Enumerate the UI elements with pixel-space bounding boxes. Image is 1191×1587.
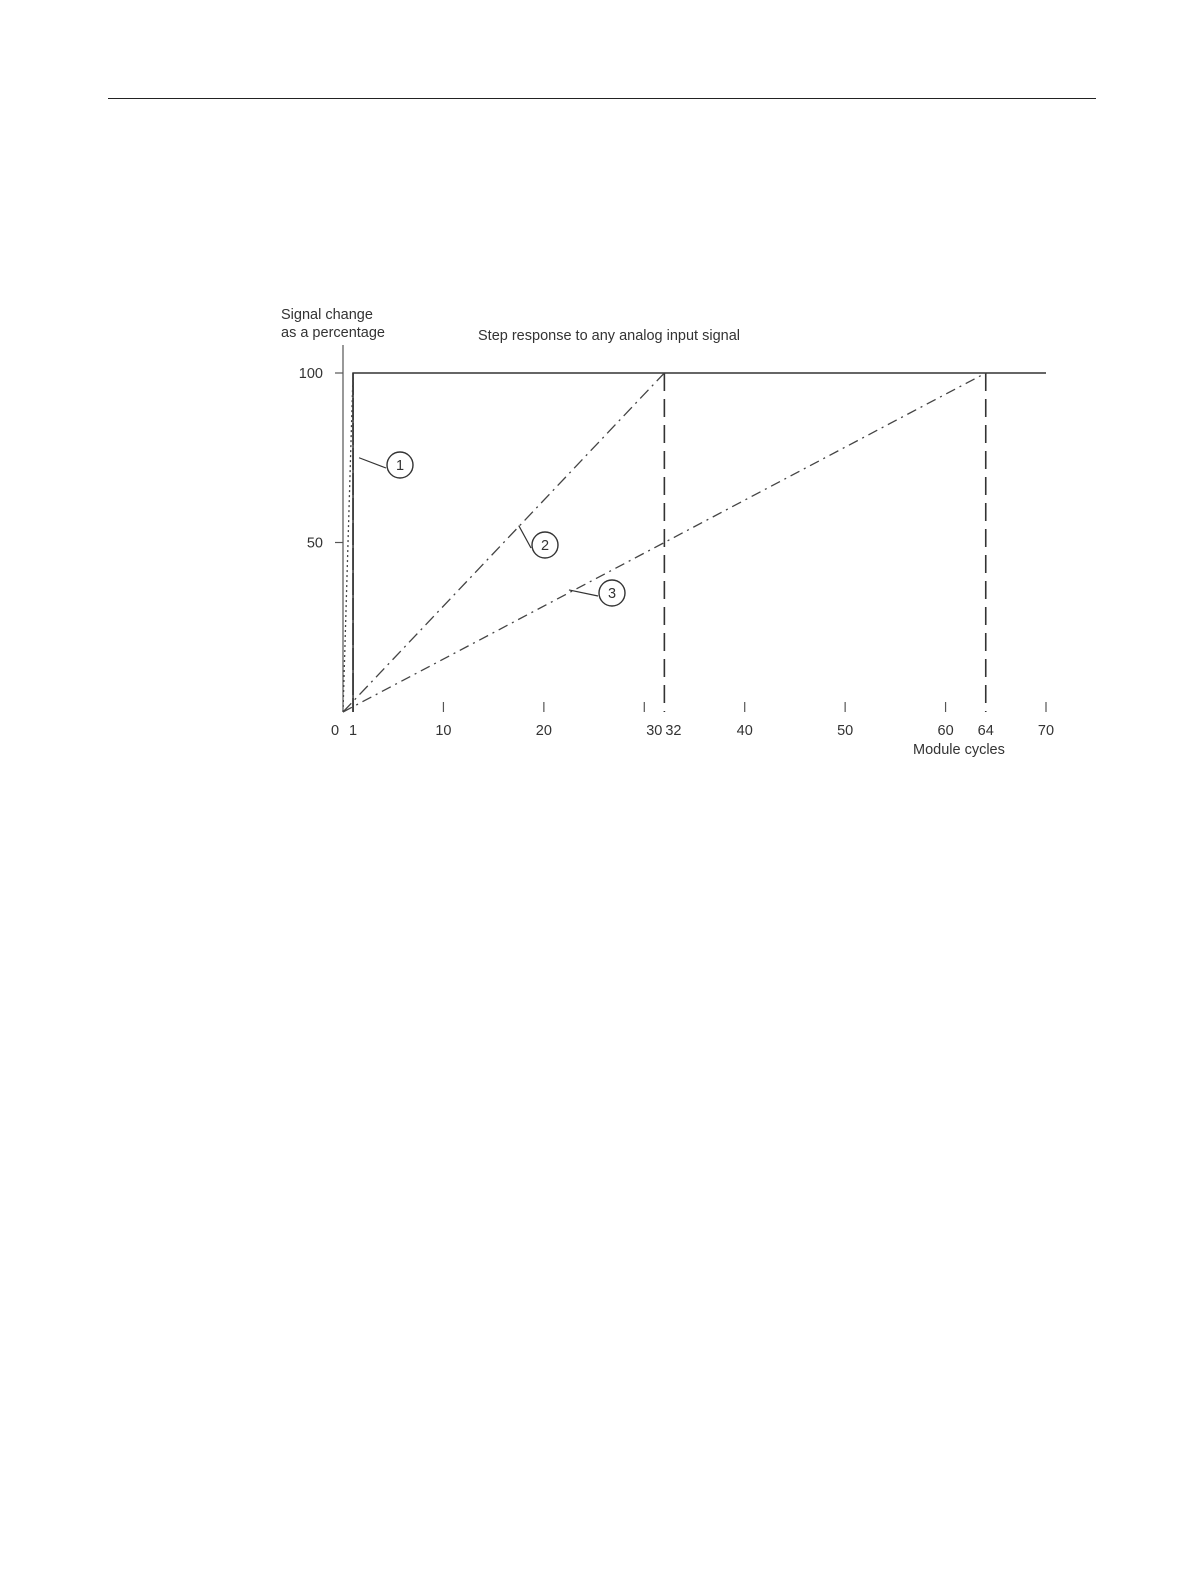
x-tick-label-50: 50 [837, 723, 854, 739]
y-axis-label-line-1: Signal change [281, 307, 373, 323]
callout-label-2: 2 [540, 538, 550, 554]
callout-leader-2 [519, 526, 531, 548]
series-line-2 [343, 373, 664, 712]
callout-leader-1 [359, 458, 386, 468]
callout-leader-3 [569, 590, 598, 596]
x-tick-label-60: 60 [937, 723, 954, 739]
x-tick-label-40: 40 [736, 723, 753, 739]
y-tick-label-100: 100 [298, 366, 323, 382]
series-line-1 [343, 373, 353, 712]
input-step-line [353, 373, 1046, 712]
plot-area [299, 345, 1054, 739]
x-tick-label-0: 0 [330, 723, 340, 739]
x-tick-label-30: 30 [646, 723, 663, 739]
x-tick-label-10: 10 [435, 723, 452, 739]
x-tick-label-32: 32 [665, 723, 682, 739]
x-tick-label-1: 1 [349, 723, 358, 739]
x-tick-label-20: 20 [535, 723, 552, 739]
chart-title: Step response to any analog input signal [478, 328, 740, 344]
x-tick-label-64: 64 [977, 723, 994, 739]
x-axis-label: Module cycles [913, 742, 1005, 758]
callout-label-3: 3 [607, 586, 617, 602]
y-tick-label-50: 50 [306, 535, 323, 552]
x-tick-label-70: 70 [1037, 723, 1055, 739]
y-axis-label-line-2: as a percentage [281, 325, 385, 341]
callout-label-1: 1 [395, 458, 405, 474]
